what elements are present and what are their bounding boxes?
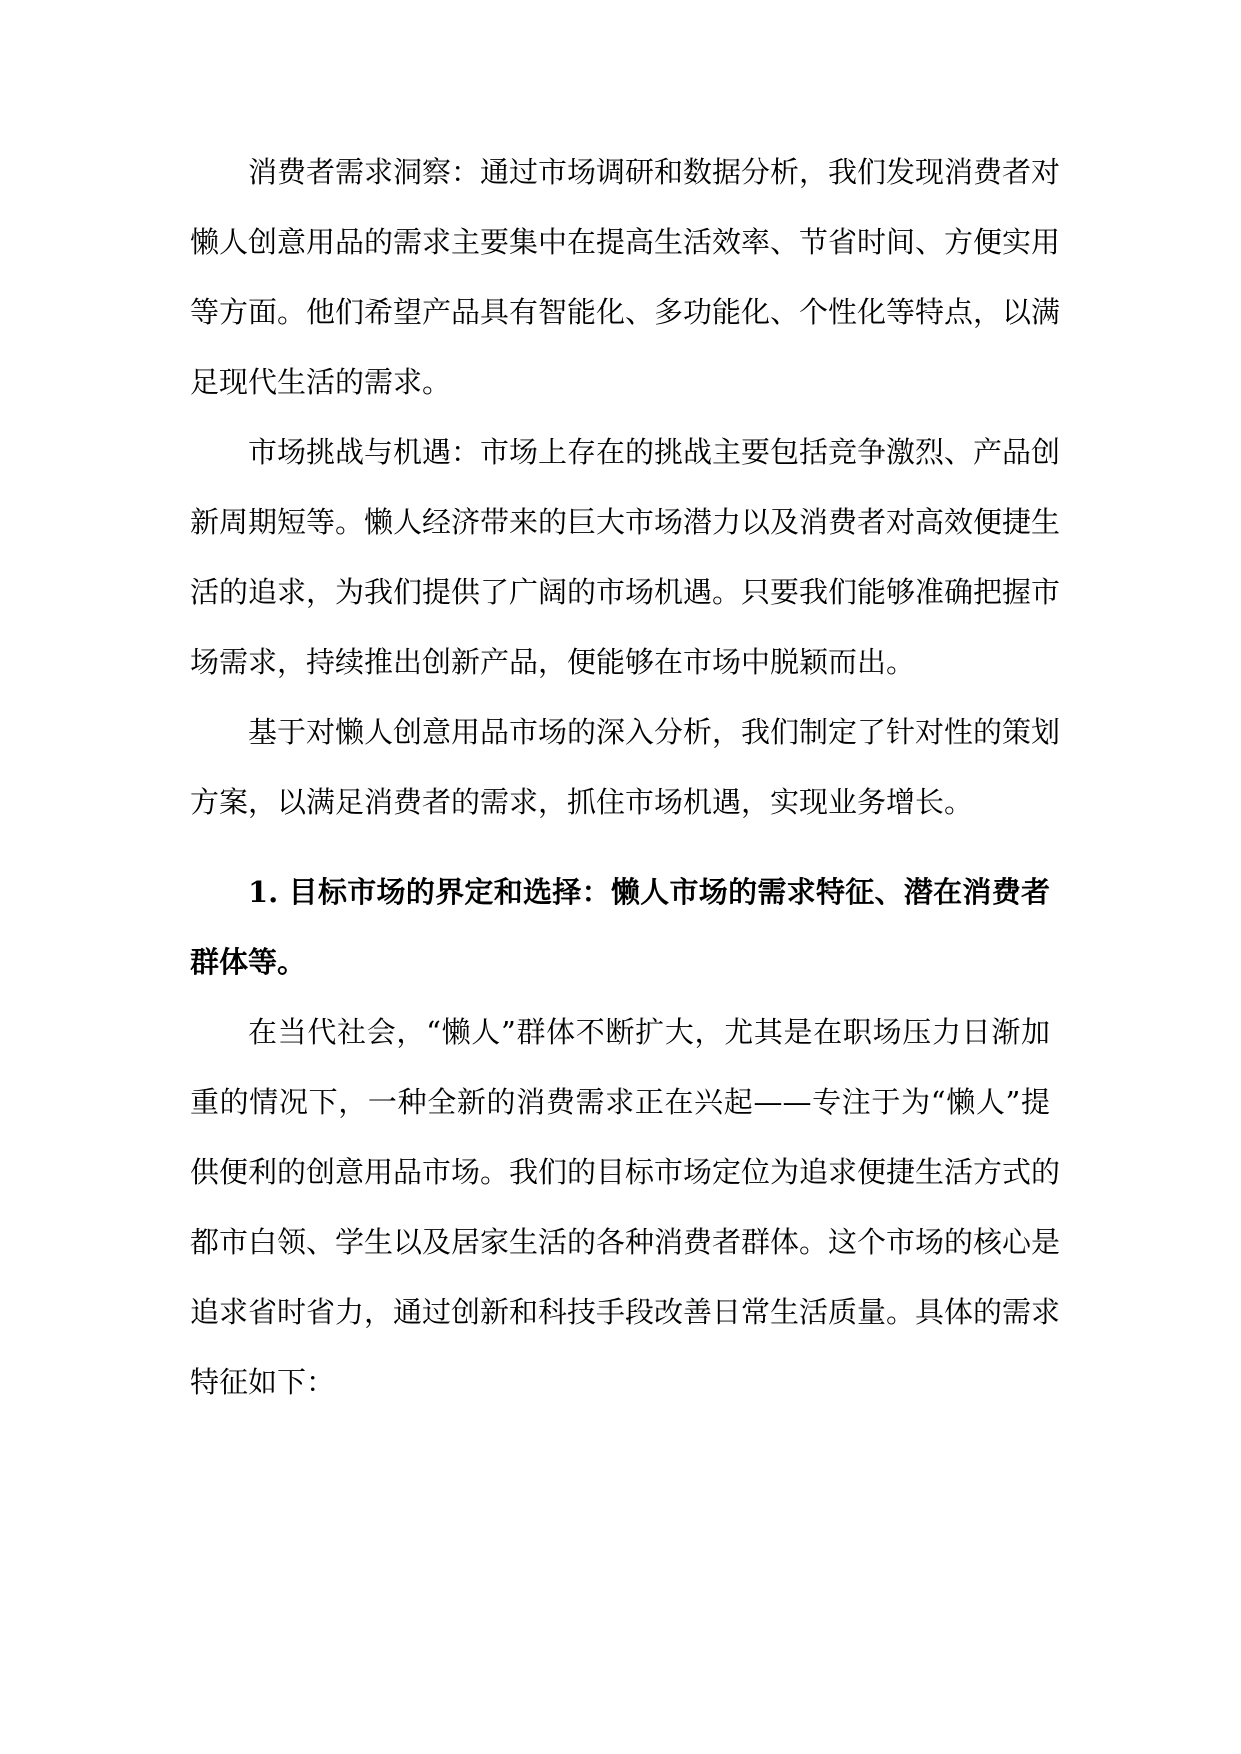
paragraph-1-line-3: 等方面。他们希望产品具有智能化、多功能化、个性化等特点，以满	[190, 295, 1061, 329]
paragraph-2-line-1: 市场挑战与机遇：市场上存在的挑战主要包括竞争激烈、产品创	[248, 435, 1061, 469]
paragraph-2-line-2: 新周期短等。懒人经济带来的巨大市场潜力以及消费者对高效便捷生	[190, 505, 1061, 539]
body-line-2: 重的情况下，一种全新的消费需求正在兴起——专注于为“懒人”提	[190, 1085, 1050, 1119]
body-line-6: 特征如下：	[190, 1365, 336, 1399]
body-line-4: 都市白领、学生以及居家生活的各种消费者群体。这个市场的核心是	[190, 1225, 1061, 1259]
body-line-3: 供便利的创意用品市场。我们的目标市场定位为追求便捷生活方式的	[190, 1155, 1061, 1189]
paragraph-2-line-4: 场需求，持续推出创新产品，便能够在市场中脱颖而出。	[190, 645, 916, 679]
body-line-5: 追求省时省力，通过创新和科技手段改善日常生活质量。具体的需求	[190, 1295, 1061, 1329]
paragraph-3-line-1: 基于对懒人创意用品市场的深入分析，我们制定了针对性的策划	[248, 715, 1061, 749]
paragraph-2-line-3: 活的追求，为我们提供了广阔的市场机遇。只要我们能够准确把握市	[190, 575, 1061, 609]
paragraph-1-line-4: 足现代生活的需求。	[190, 365, 452, 399]
section-heading-line-1: 1. 目标市场的界定和选择：懒人市场的需求特征、潜在消费者	[248, 875, 1050, 909]
paragraph-1-line-1: 消费者需求洞察：通过市场调研和数据分析，我们发现消费者对	[248, 155, 1061, 189]
body-line-1: 在当代社会，“懒人”群体不断扩大，尤其是在职场压力日渐加	[248, 1015, 1050, 1049]
section-heading-line-2: 群体等。	[190, 945, 307, 979]
paragraph-1-line-2: 懒人创意用品的需求主要集中在提高生活效率、节省时间、方便实用	[190, 225, 1061, 259]
paragraph-3-line-2: 方案，以满足消费者的需求，抓住市场机遇，实现业务增长。	[190, 785, 974, 819]
